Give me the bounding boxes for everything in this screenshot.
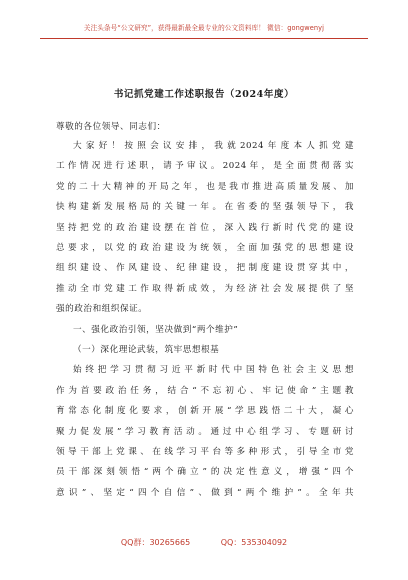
header-divider — [40, 38, 368, 39]
paragraph-opening — [56, 136, 354, 320]
heading-line: 一、强化政治引领，坚决做到“两个维护” — [73, 324, 239, 335]
qq-group-number: QQ群：30265665 — [120, 538, 191, 547]
text-line: 聚力促发展”学习教育活动。通过中心组学习、专题研讨 — [56, 426, 354, 437]
text-line: 组织建设、作风建设、纪律建设，把制度建设贯穿其中， — [56, 263, 354, 274]
text-line: 党的二十大精神的开局之年，也是我市推进高质量发展、加 — [56, 181, 354, 192]
text-line: 总要求，以党的政治建设为统领，全面加强党的思想建设 — [56, 242, 354, 253]
text-line: 始终把学习贯彻习近平新时代中国特色社会主义思想 — [73, 365, 354, 376]
text-line: 领导干部上党课、在线学习平台等多种形式，引导全市党 — [56, 446, 354, 457]
section-heading — [56, 320, 354, 340]
text-line: 员干部深刻领悟“两个确立”的决定性意义，增强“四个 — [56, 467, 354, 478]
subheading-line: （一）深化理论武装，筑牢思想根基 — [73, 345, 220, 355]
header-banner: 关注头条号“公文研究”，获得最新最全最专业的公文资料库！ 微信：gongwenyj — [83, 24, 325, 32]
salutation: 尊敬的各位领导、同志们： — [56, 122, 166, 132]
text-line: 工作情况进行述职，请予审议。2024年，是全面贯彻落实 — [56, 161, 354, 172]
text-line: 作为首要政治任务，结合“不忘初心、牢记使命”主题教 — [56, 385, 354, 396]
paragraph-theory — [56, 360, 354, 503]
text-line: 意识”、坚定“四个自信”、做到“两个维护”。全年共 — [56, 487, 354, 498]
qq-number: QQ：535304092 — [220, 538, 288, 547]
document-title: 书记抓党建工作述职报告（2024年度） — [113, 89, 295, 100]
text-line: 快构建新发展格局的关键一年。在省委的坚强领导下，我 — [56, 202, 354, 213]
text-line: 强的政治和组织保证。 — [56, 304, 148, 315]
text-line: 大家好！按照会议安排，我就2024年度本人抓党建 — [73, 141, 354, 151]
text-line: 坚持把党的政治建设摆在首位，深入践行新时代党的建设 — [56, 222, 354, 233]
footer-contact — [0, 537, 408, 548]
text-line: 推动全市党建工作取得新成效，为经济社会发展提供了坚 — [56, 283, 354, 294]
subsection-heading — [56, 340, 354, 360]
text-line: 育常态化制度化要求，创新开展“学思践悟二十大，凝心 — [56, 406, 354, 417]
